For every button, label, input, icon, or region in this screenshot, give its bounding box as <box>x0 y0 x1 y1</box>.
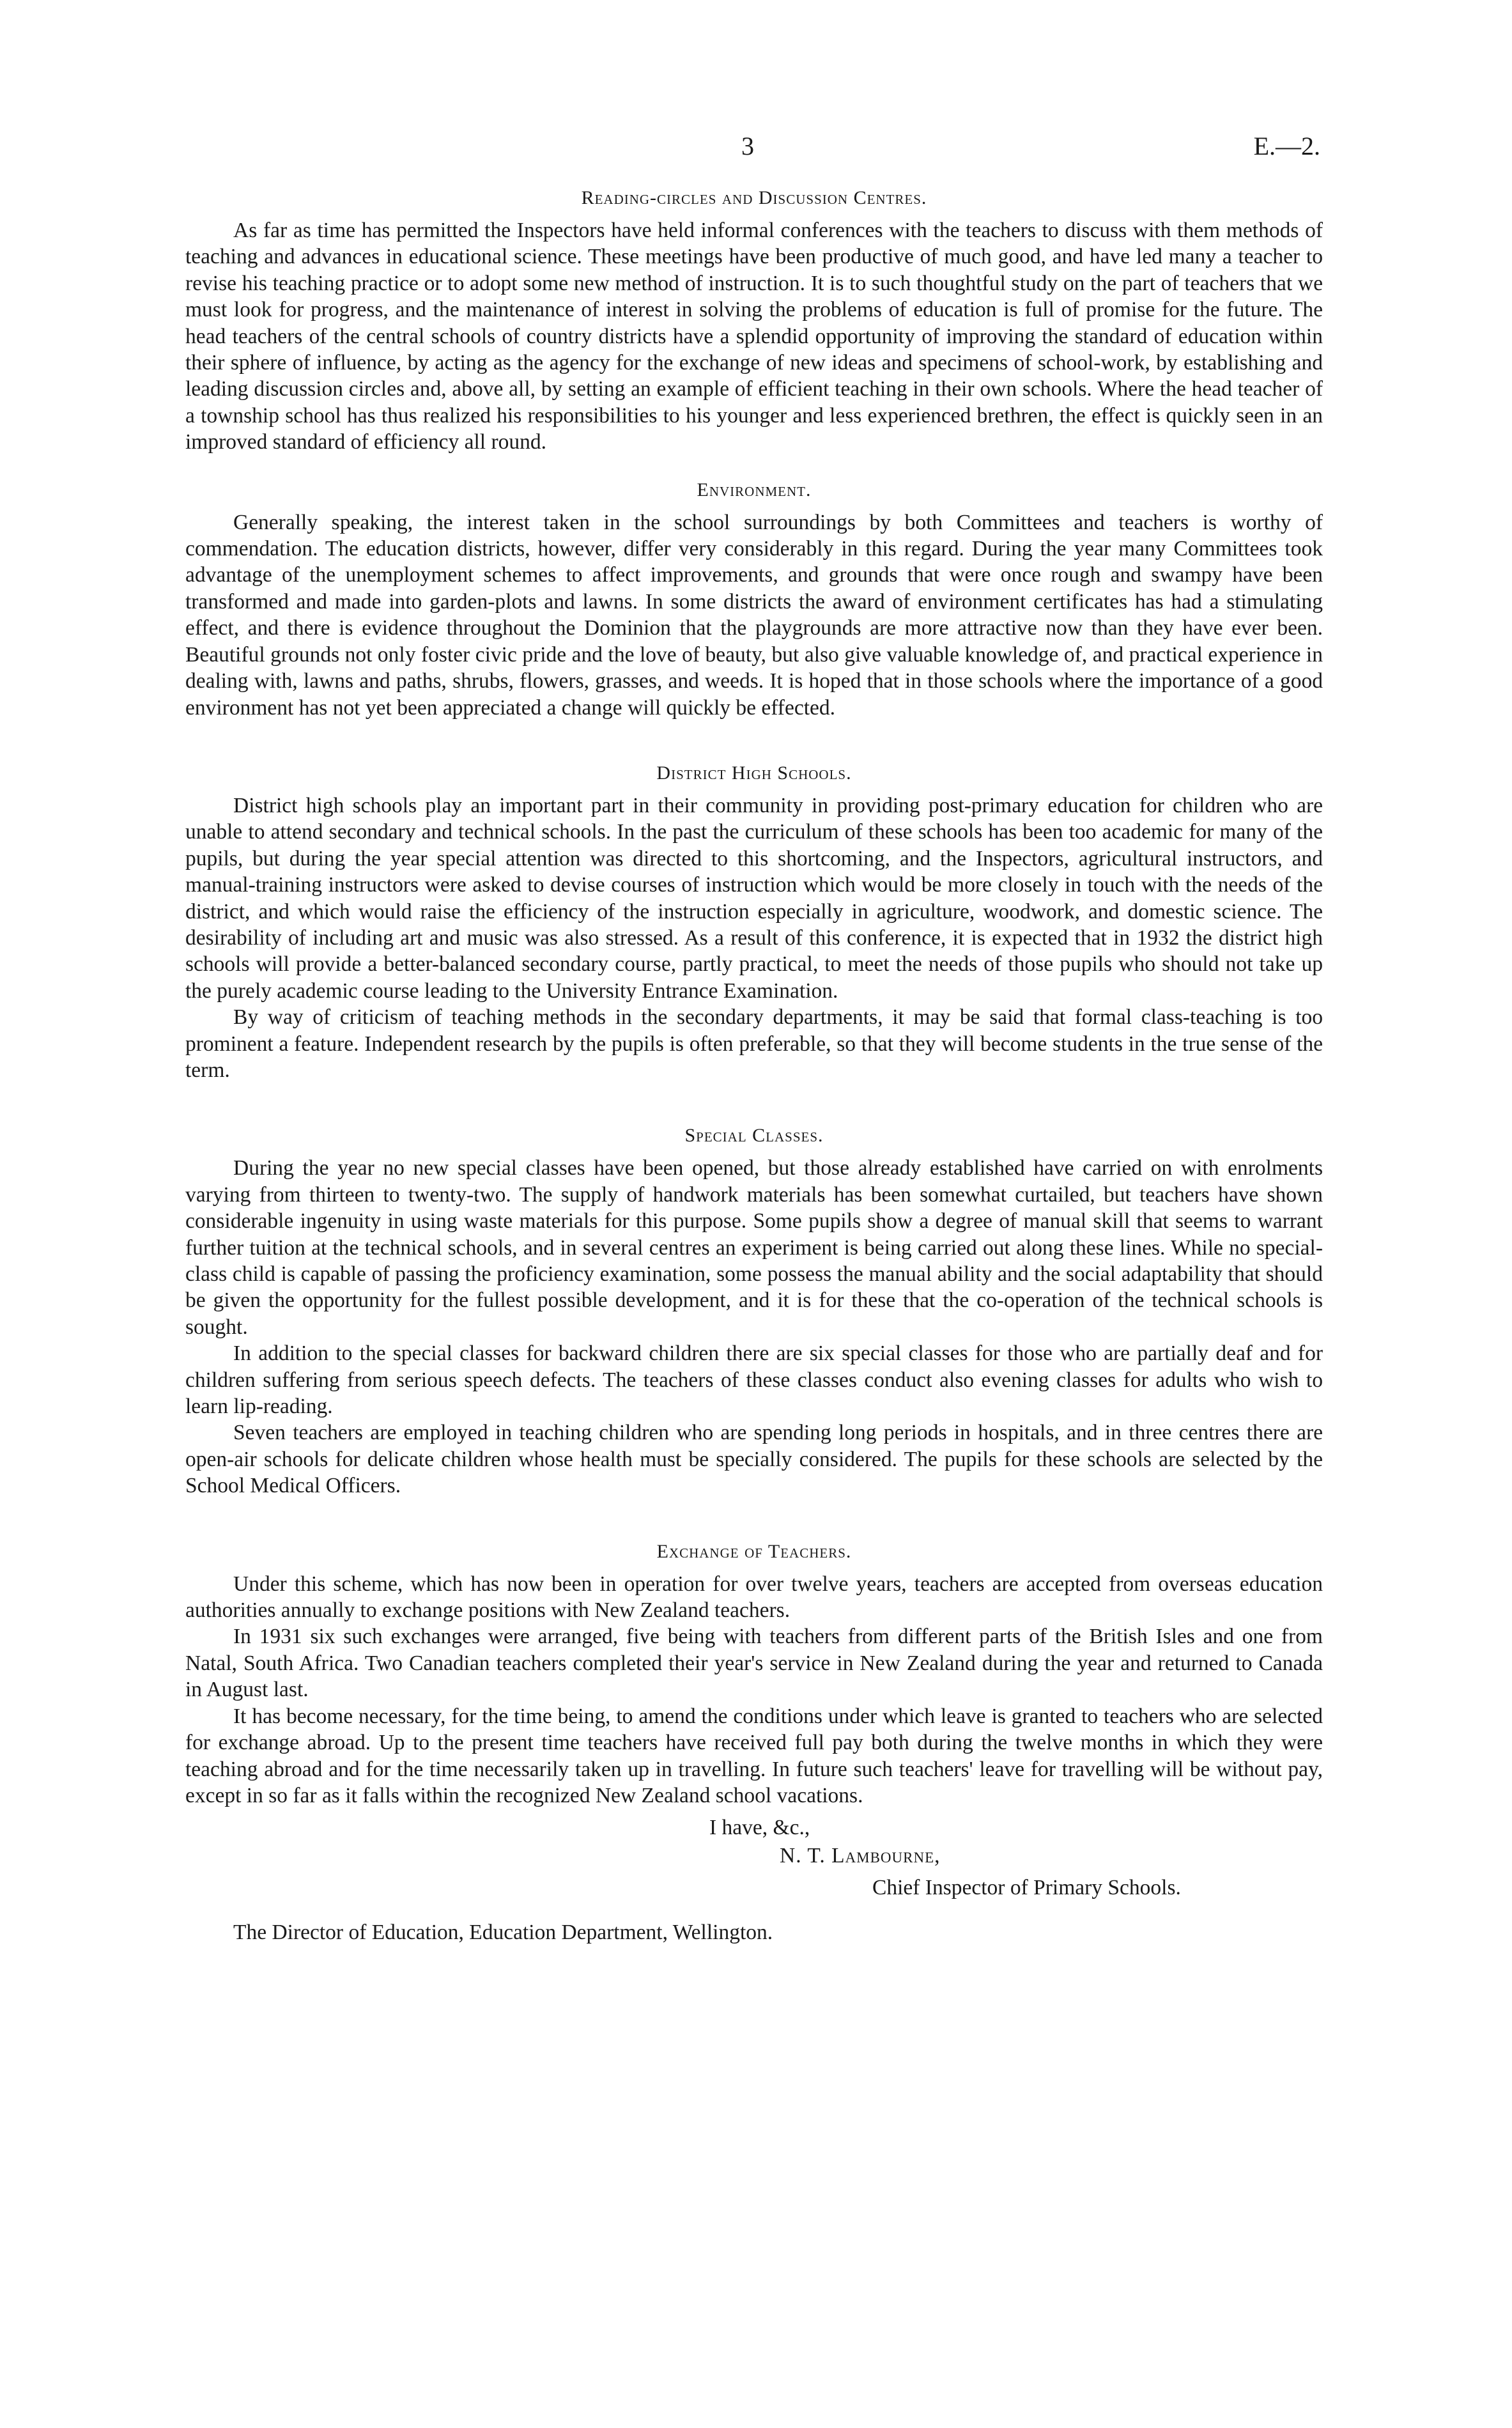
signoff-block <box>185 1814 1323 1947</box>
addressee-line: The Director of Education, Education Department, Wellington. <box>233 1921 773 1945</box>
paragraph: Under this scheme, which has now been in operation for over twelve years, teachers are accepted from overseas education authorities annually to exchange positions with New Zealand teachers. <box>185 1572 1323 1623</box>
paragraph: During the year no new special classes have been opened, but those already established have carried on with enrolments varying from thirteen to twenty-two. The supply of handwork materials has been somewhat curtailed, but teachers have shown considerable ingenuity in using waste materials for this purpose. Some pupils show a degree of manual skill that seems to warrant further tuition at the technical schools, and in several centres an experiment is being carried out along these lines. While no special-class child is capable of passing the proficiency examination, some possess the manual ability and the social adaptability that should be given the opportunity for the fullest possible development, and it is for these that the co-operation of the technical schools is sought. <box>185 1156 1323 1339</box>
section-special-classes <box>185 1123 1323 1499</box>
paragraph: Generally speaking, the interest taken in the school surroundings by both Committees and teachers is worthy of commendation. The education districts, however, differ very considerably in this regard. During the year many Committees took advantage of the unemployment schemes to affect improvements, and grounds that were once rough and swampy have been transformed and made into garden-plots and lawns. In some districts the award of environment certificates has had a stimulating effect, and there is evidence throughout the Dominion that the playgrounds are more attractive now than they have ever been. Beautiful grounds not only foster civic pride and the love of beauty, but also give valuable knowledge of, and practical experience in dealing with, lawns and paths, shrubs, flowers, grasses, and weeds. It is hoped that in those schools where the importance of a good environment has not yet been appreciated a change will quickly be effected. <box>185 510 1323 720</box>
closing-line: I have, &c., <box>709 1816 810 1840</box>
paragraph: As far as time has permitted the Inspectors have held informal conferences with the teachers to discuss with them methods of teaching and advances in educational science. These meetings have been productive of much good, and have led many a teacher to revise his teaching practice or to adopt some new method of instruction. It is to such thoughtful study on the part of teachers that we must look for progress, and the maintenance of interest in solving the problems of education is full of promise for the future. The head teachers of the central schools of country districts have a splendid opportunity of improving the standard of education within their sphere of influence, by acting as the agency for the exchange of new ideas and specimens of school-work, by establishing and leading discussion circles and, above all, by setting an example of efficient teaching in their own schools. Where the head teacher of a township school has thus realized his responsibilities to his younger and less experienced brethren, the effect is quickly seen in an improved standard of efficiency all round. <box>185 219 1323 454</box>
document-reference: E.—2. <box>1253 132 1320 160</box>
section-title: Exchange of Teachers. <box>656 1540 852 1562</box>
section-title: Reading-circles and Discussion Centres. <box>581 187 927 208</box>
paragraph: By way of criticism of teaching methods in the secondary departments, it may be said that formal class-teaching is too prominent a feature. Independent research by the pupils is often preferable, so that they will become students in the true sense of the term. <box>185 1005 1323 1082</box>
section-title: Environment. <box>697 479 812 500</box>
section-title: District High Schools. <box>656 762 852 784</box>
section-environment <box>185 477 1323 721</box>
signatory-name: N. T. Lambourne, <box>780 1844 941 1868</box>
paragraph: Seven teachers are employed in teaching children who are spending long periods in hospitals, and in three centres there are open-air schools for delicate children whose health must be specially considered. The pupils for these schools are selected by the School Medical Officers. <box>185 1421 1323 1498</box>
section-exchange-of-teachers <box>185 1539 1323 1809</box>
paragraph: It has become necessary, for the time being, to amend the conditions under which leave is granted to teachers who are selected for exchange abroad. Up to the present time teachers have received full pay both during the twelve months in which they were teaching abroad and for the time necessarily taken up in travelling. In future such teachers' leave for travelling will be without pay, except in so far as it falls within the recognized New Zealand school vacations. <box>185 1704 1323 1807</box>
paragraph: In 1931 six such exchanges were arranged, five being with teachers from different parts of the British Isles and one from Natal, South Africa. Two Canadian teachers completed their year's service in New Zealand during the year and returned to Canada in August last. <box>185 1625 1323 1702</box>
page-header <box>0 131 1512 169</box>
page-number: 3 <box>741 132 754 160</box>
paragraph: District high schools play an important part in their community in providing post-primary education for children who are unable to attend secondary and technical schools. In the past the curriculum of these schools has been too academic for many of the pupils, but during the year special attention was directed to this shortcoming, and the Inspectors, agricultural instructors, and manual-training instructors were asked to devise courses of instruction which would be more closely in touch with the needs of the district, and which would raise the efficiency of the instruction especially in agriculture, woodwork, and domestic science. The desirability of including art and music was also stressed. As a result of this conference, it is expected that in 1932 the district high schools will provide a better-balanced secondary course, partly practical, to meet the needs of those pupils who should not take up the purely academic course leading to the University Entrance Examination. <box>185 793 1323 1003</box>
section-title: Special Classes. <box>684 1125 824 1147</box>
paragraph: In addition to the special classes for backward children there are six special classes for those who are partially deaf and for children suffering from serious speech defects. The teachers of these classes conduct also evening classes for adults who wish to learn lip-reading. <box>185 1342 1323 1419</box>
section-reading-circles <box>185 185 1323 456</box>
signatory-title: Chief Inspector of Primary Schools. <box>872 1876 1181 1900</box>
document-body <box>185 185 1323 1947</box>
section-district-high-schools <box>185 761 1323 1083</box>
